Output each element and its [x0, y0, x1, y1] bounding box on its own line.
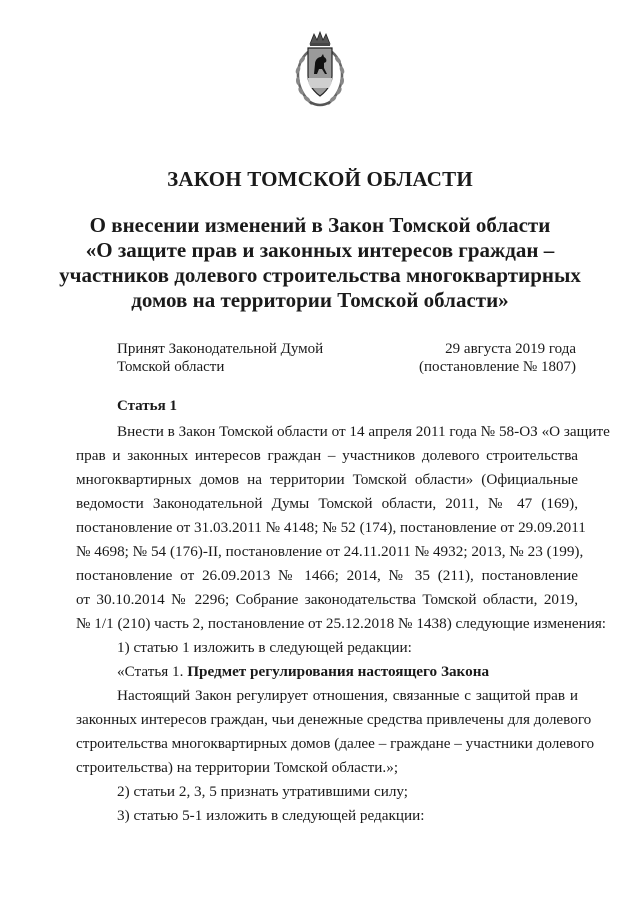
amendment-item: 2) статьи 2, 3, 5 признать утратившими силу;: [117, 783, 409, 800]
body-line: Внести в Закон Томской области от 14 апреля 2011 года № 58-ОЗ «О защите: [117, 423, 610, 440]
body-line: № 4698; № 54 (176)-II, постановление от 24.11.2011 № 4932; 2013, № 23 (199),: [76, 543, 584, 560]
body-line: от 30.10.2014 № 2296; Собрание законодательства Томской области, 2019,: [76, 591, 578, 608]
law-subtitle-line: участников долевого строительства многоквартирных: [59, 263, 581, 287]
body-line: постановление от 26.09.2013 № 1466; 2014, № 35 (211), постановление: [76, 567, 578, 584]
new-article-title: Предмет регулирования настоящего Закона: [187, 663, 490, 680]
law-title: ЗАКОН ТОМСКОЙ ОБЛАСТИ: [167, 167, 473, 191]
adoption-date: 29 августа 2019 года: [445, 341, 576, 357]
new-article-line: Настоящий Закон регулирует отношения, связанные с защитой прав и: [117, 687, 578, 704]
new-article-line: законных интересов граждан, чьи денежные средства привлечены для долевого: [76, 711, 592, 728]
amendment-item: 1) статью 1 изложить в следующей редакции:: [117, 639, 412, 656]
new-article-prefix: «Статья 1.: [117, 663, 188, 680]
body-line: № 1/1 (210) часть 2, постановление от 25.12.2018 № 1438) следующие изменения:: [76, 615, 607, 632]
law-subtitle-line: домов на территории Томской области»: [131, 288, 509, 312]
resolution-number: (постановление № 1807): [418, 359, 576, 375]
body-line: постановление от 31.03.2011 № 4148; № 52 (174), постановление от 29.09.2011: [76, 519, 586, 536]
coat-of-arms-icon: [290, 30, 350, 112]
adopted-by-region: Томской области: [117, 359, 225, 375]
law-subtitle-line: «О защите прав и законных интересов граждан –: [85, 238, 555, 262]
new-article-line: строительства) на территории Томской области.»;: [76, 759, 399, 776]
body-line: ведомости Законодательной Думы Томской области, 2011, № 47 (169),: [76, 495, 578, 512]
adopted-by: Принят Законодательной Думой: [117, 341, 324, 357]
law-subtitle-line: О внесении изменений в Закон Томской области: [89, 213, 551, 237]
new-article-heading: [117, 663, 489, 681]
new-article-line: строительства многоквартирных домов (далее – граждане – участники долевого: [76, 735, 595, 752]
body-line: прав и законных интересов граждан – участников долевого строительства: [76, 447, 578, 464]
amendment-item: 3) статью 5-1 изложить в следующей редакции:: [117, 807, 425, 824]
article-heading: Статья 1: [117, 398, 177, 414]
body-line: многоквартирных домов на территории Томской области» (Официальные: [76, 471, 578, 488]
